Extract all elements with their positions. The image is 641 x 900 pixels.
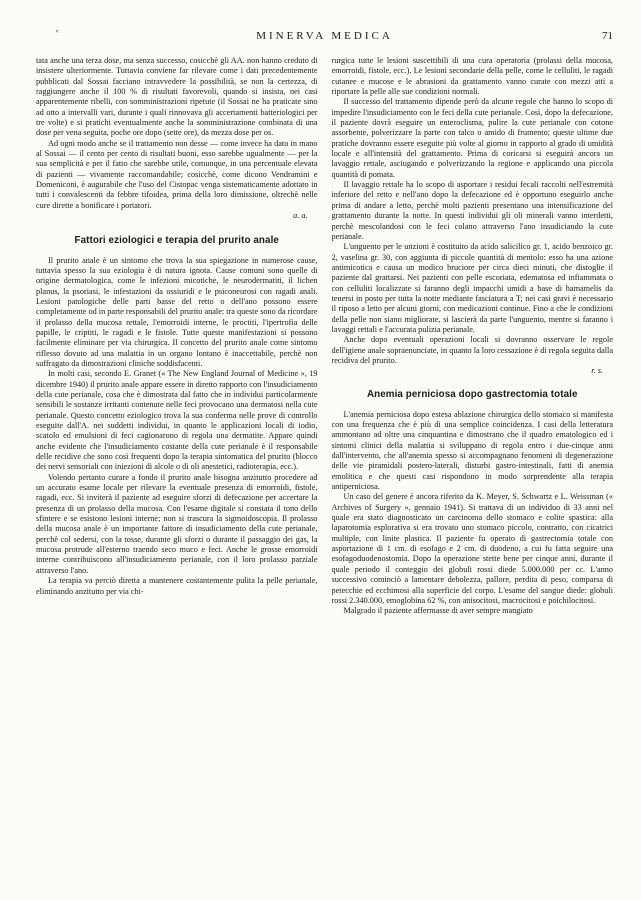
paragraph: Un caso del genere è ancora riferito da K. Meyer, S. Schwartz e L. Weissman (« Archives of Surgery », gennaio 1941). Si trattava di un individuo di 33 anni nel quale era stato diagnosticato un carcinoma dello stomaco e colite spastica: alla laparotomia esplorativa si era trovato uno stomaco piccolo, contratto, con cicatrici multiple, con linite plastica. Il paziente fu operato di gastrectomia totale con asportazione di 1 cm. di esofago e 2 cm. di duodeno, a cui fu fatta seguire una esofagoduodenostomia. Dopo la operazione stette bene per cinque anni, durante il quale periodo il conteggio dei globuli rossi diede 5.000.000 per cc. L'anno successivo cominciò a lamentare debolezza, pallore, perdita di peso, comparsa di petecchie ed ecchimosi alla superficie del corpo. L'esame del sangue diede: globuli rossi 2.340.000, emoglobina 62 %, con anisocitosi, macrocitosi e poichilocitosi. xyxy=(331,492,613,605)
paragraph: Volendo pertanto curare a fondo il prurito anale bisogna anzitutto procedere ad un accurato esame locale per rilevare la eventuale presenza di emorroidi, fistole, ragadi, ecc. Si inviterà il paziente ad eseguire sforzi di defecazione per accertare la presenza di un prolasso della mucosa. Con l'esame digitale si constata il tono dello sfintere e se esistono lesioni interne; non si trascura la sigmoidoscopia. Il prolasso della mucosa anale è un importante fattore di insudiciamento della cute perianale, perchè col sedersi, con la tosse, durante gli sforzi o durante il passaggio dei gas, la mucosa protrude all'esterno traendo seco muco e feci. Anche le grosse emorroidi interne contribuiscono all'insudiciamento perianale, con il loro prolasso parziale attraverso l'ano. xyxy=(36,472,318,575)
paragraph: Malgrado il paziente affermasse di aver sempre mangiato xyxy=(343,606,533,616)
right-column xyxy=(332,56,614,892)
page-number: 71 xyxy=(602,30,613,42)
paragraph: rurgica tutte le lesioni suscettibili di una cura operatoria (prolassi della mucosa, emorroidi, fistole, ecc.). Le lesioni secondarie della pelle, come le celluliti, le ragadi cutanee e mucose e le abrasioni da grattamento vanno curate con mezzi atti a riportare la pelle alle sue condizioni normali. xyxy=(331,56,613,97)
paragraph: tata anche una terza dose, ma senza successo, cosicchè gli AA. non hanno creduto di insistere ulteriormente. Tuttavia conviene far rilevare come i dati precedentemente pubblicati dal Sossai facciano intravvedere la possibilità, se non la certezza, di raggiungere anche il 100 % di risultati favorevoli, quando si insista, nei casi apparentemente ribelli, con somministrazioni ripetute (il Sossai ne ha praticate sino ad otto a intervalli vari, durante i quali rinnovava gli accertamenti batteriologici per tre volte) e si pratichi eventualmente anche la somministrazione combinata di una dose per vena seguita, poche ore dopo (sette ore), da mezza dose per os. xyxy=(36,56,318,138)
author-initials: a. a. xyxy=(293,211,308,221)
paragraph: In molti casi, secondo E. Granet (« The New England Journal of Medicine », 19 dicembre 1940) il prurito anale appare essere in diretto rapporto con l'insudiciamento della cute perianale, cosa che è dimostrata dal fatto che in individui particolarmente sensibili le sostanze irritanti contenute nelle feci provocano una dermatosi nella cute perianale. Questo concetto eziologico trova la sua conferma nelle prove di controllo eseguite dall'A. nei suddetti individui, in quanto le applicazioni locali di iodio, scatolo ed emulsioni di feci cagionarono di regola una dermatite. Appare quindi anche evidente che l'insudiciamento costante della cute perianale è il responsabile delle recidive che sono così frequenti dopo la terapia sintomatica del prurito (blocco dei nervi sensoriali con iniezioni di alcole o di oli anestetici, radioterapia, ecc.). xyxy=(36,369,318,472)
margin-mark: ' xyxy=(56,28,58,40)
two-column-body xyxy=(36,56,613,892)
paragraph: La terapia va perciò diretta a mantenere costantemente pulita la pelle perianale, eliminando anzitutto per via chi- xyxy=(36,576,318,596)
running-head xyxy=(36,30,613,44)
journal-title: MINERVA MEDICA xyxy=(256,30,393,42)
left-column xyxy=(36,56,318,892)
paragraph: Anche dopo eventuali operazioni locali si dovranno osservare le regole dell'igiene anale sopraenunciate, in quanto la loro cessazione è di regola seguita dalla recidiva del prurito. xyxy=(331,335,613,365)
paragraph: Ad ogni modo anche se il trattamento non desse — come invece ha dato in mano al Sossai — il cento per cento di risultati buoni, esso sarebbe ugualmente — per la sua semplicità e per il fatto che sarebbe utile, comunque, in una percentuale elevata di pazienti — vivamente raccomandabile; cosicchè, come dicono Vendramini e Domeniconi, è augurabile che l'uso del Cistopac venga sistematicamente adottato in tutti i convalescenti da febbre tifoidea, prima della loro dimissione, oltrechè nelle cure dirette a bonificare i portatori. xyxy=(36,138,318,210)
paragraph: Il successo del trattamento dipende però da alcune regole che hanno lo scopo di impedire l'insudiciamento con le feci della cute perianale. Così, dopo la defecazione, il paziente dovrà eseguire un enteroclisma, pulire la cute perianale con cotone assorbente, polverizzare la parte con talco o amido di frumento; queste ultime due pratiche dovranno essere eseguite più volte al giorno in rapporto al grado di umidità locale e all'intensità del grattamento. Prima di coricarsi si eseguirà ancora un lavaggio rettale, asciugando e polverizzando la regione e applicando una piccola quantità di pomata. xyxy=(331,97,613,179)
paragraph: L'unguento per le unzioni è costituito da acido salicilico gr. 1, acido benzoico gr. 2, vaselina gr. 30, con aggiunta di piccole quantità di mentolo: esso ha una azione antimicotica e causa un modico bruciore per circa dieci minuti, che distoglie il paziente dal grattarsi. Nei pazienti con pelle escoriata, edematosa ed infiammata o con celluliti localizzate si faranno degli impacchi umidi a base di hamamelis da tenersi in posto per tutta la notte mediante fasciatura a T; nei casi gravi è necessario il riposo a letto per alcuni giorni, con medicazioni continue. Fino a che le condizioni della pelle non siano migliorate, si lascierà da parte l'unguento, mentre si faranno i lavaggi rettali e l'accurata pulizia perianale. xyxy=(331,242,613,334)
paragraph: Il prurito anale è un sintomo che trova la sua spiegazione in numerose cause, tuttavia spesso la sua eziologia è di natura ignota. Cause comuni sono quelle di origine dermatologica, come le infezioni micotiche, le neurodermatiti, il lichen planus, la psoriasi, le infestazioni da ossiuridi e le psiconeurosi con ragadi anali. Lesioni patologiche delle parti basse del retto o dell'ano possono essere completamente od in parte responsabili del prurito anale: tra queste sono da ricordare il prolasso della mucosa rettale, l'emorroidi interne, le proctiti, l'ipertrofia delle papille, le criptiti, le ragadi e le fistole. Tutte queste manifestazioni si possono facilmente eliminare per via chirurgica. Il concetto del prurito anale come sintomo riflesso dovuto ad una malattia in un organo lontano è inaccettabile, perchè non suffragato da dimostrazioni cliniche soddisfacenti. xyxy=(36,255,318,368)
article-heading: Fattori eziologici e terapia del prurito anale xyxy=(74,234,279,246)
article-heading: Anemia perniciosa dopo gastrectomia totale xyxy=(366,388,578,400)
paragraph: Il lavaggio rettale ha lo scopo di asportare i residui fecali raccolti nell'estremità inferiore del retto e nell'ano dopo la defecazione ed è opportuno eseguirlo anche prima di andare a letto, perchè molti pazienti presentano una intensificazione del grattamento durante la notte. In questi individui gli oli minerali vanno interdetti, perchè mescolandosi con le feci colano attraverso l'ano insudiciando la cute perianale. xyxy=(331,180,613,241)
author-initials: r. s. xyxy=(591,366,603,376)
paragraph: L'anemia perniciosa dopo estesa ablazione chirurgica dello stomaco si manifesta con una frequenza che è più di una semplice coincidenza. I casi della letteratura ammontano ad oltre una cinquantina e dimostrano che il quadro ematologico ed i sintomi clinici della malattia si sviluppano di regola entro i due-cinque anni dall'intervento, che all'anemia spesso si accompagnano fenomeni di degenerazione delle vie piramidali postero-laterali, disturbi gastro-intestinali, fatti di anemia emolitica e che questi casi rispondono in modo sorprendente alla terapia antiperniciosa. xyxy=(331,409,613,492)
